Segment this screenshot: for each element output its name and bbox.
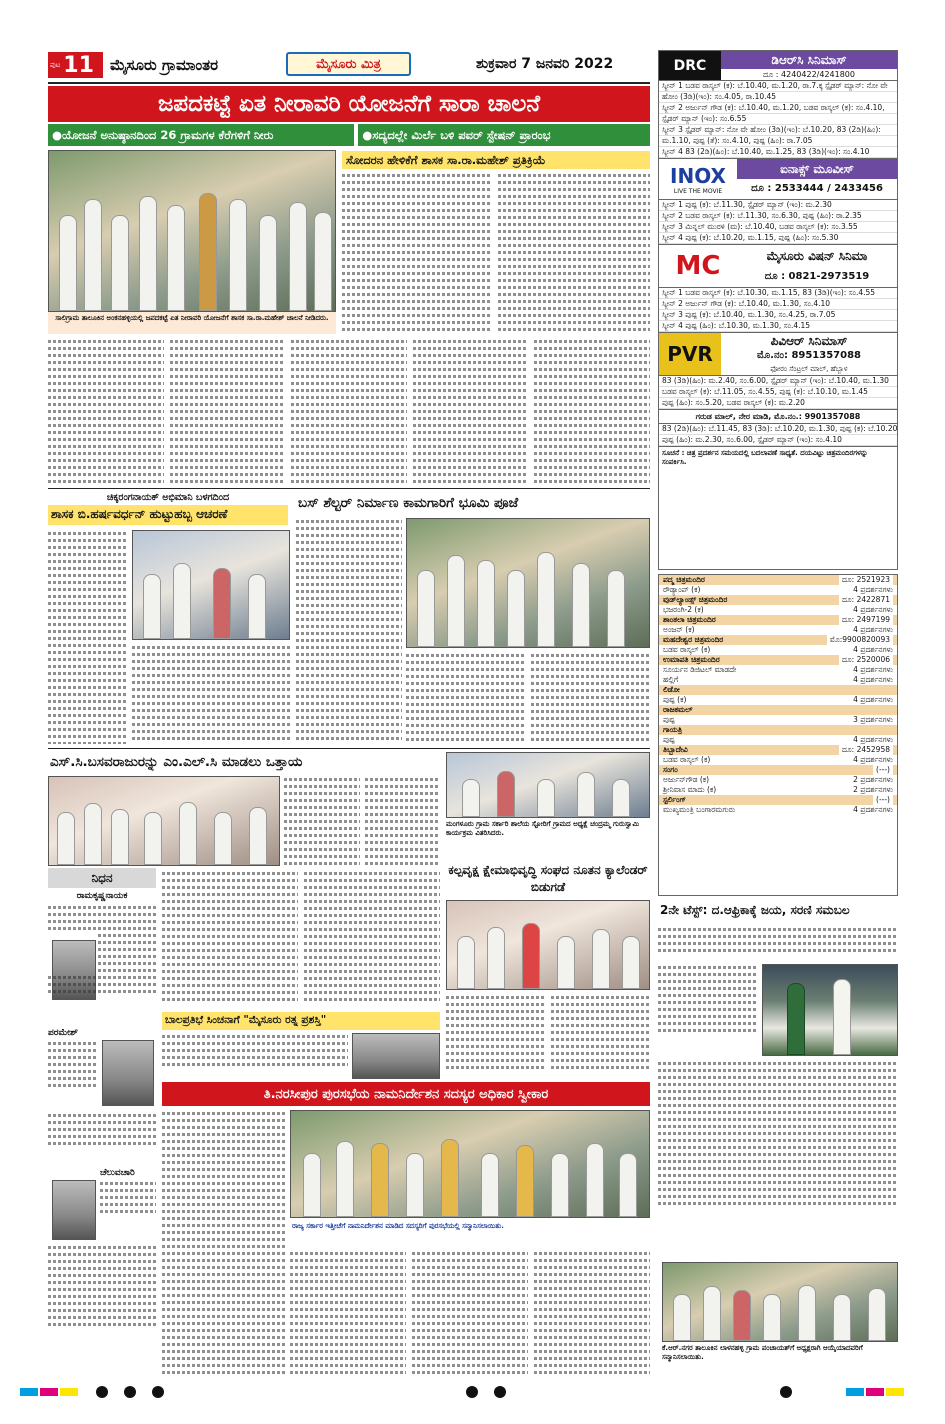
harsha-kicker: ಚಿಕ್ಕರಂಗನಾಯಕ್ ಅಭಿಮಾನಿ ಬಳಗದಿಂದ <box>106 492 230 503</box>
theatre-header <box>659 575 897 585</box>
theatre-film-row <box>659 675 897 685</box>
color-bar-cyan <box>846 1388 864 1396</box>
bus-shelter-text <box>296 518 402 744</box>
mvc-phone: ದೂ : 0821-2973519 <box>764 271 870 282</box>
theatre-name: ಉಮಾಪತಿ ಚಿತ್ರಮಂದಿರ <box>663 655 720 664</box>
drc-rows <box>659 81 897 158</box>
film-title: ರೌಡ್ಯಾಂಪ್ (ಕ) <box>663 585 701 594</box>
side-story-text-2 <box>498 172 650 332</box>
film-title: ಪುಷ್ಪ (ಕ) <box>663 695 687 704</box>
pvr-header <box>659 332 897 376</box>
cricket-photo <box>762 964 898 1056</box>
theatre-film-row <box>659 695 897 705</box>
show-count: 4 ಪ್ರದರ್ಶನಗಳು <box>853 605 893 614</box>
color-bar-magenta <box>866 1388 884 1396</box>
showtime-row: ಮ.1.10, ಪುಷ್ಪ (ತೆ): ಸಂ.4.10, ಪುಷ್ಪ (ಹಿಂ): ರಾ.7.05 <box>659 136 897 147</box>
lead-bullet-2: ●ಸದ್ಯದಲ್ಲೇ ಮಿರ್ಲೆ ಬಳಿ ಪವರ್ ಸ್ಟೇಷನ್ ಪ್ರಾರಂಭ <box>358 124 650 146</box>
calendar-text <box>446 994 650 1078</box>
obit-2-photo <box>102 1040 154 1106</box>
theatre-name: ವುಡ್‌ಲ್ಯಾಂಡ್ಸ್ ಚಿತ್ರಮಂದಿರ <box>663 595 728 604</box>
color-bar-cyan <box>20 1388 38 1396</box>
film-title: ಬಡವ ರಾಸ್ಕಲ್ (ಕ) <box>663 755 711 764</box>
showtime-row: ಸ್ಕ್ರೀನ್ 4 ಪುಷ್ಪ (ಹಿಂ): ಬೆ.10.30, ಮ.1.30, ಸಂ.4.15 <box>659 321 897 332</box>
theatre-film-row <box>659 605 897 615</box>
narasipura-text <box>162 1110 286 1380</box>
lead-photo <box>48 150 336 312</box>
theatre-header <box>659 765 897 775</box>
lead-headline: ಜಪದಕಟ್ಟೆ ಏತ ನೀರಾವರಿ ಯೋಜನೆಗೆ ಸಾರಾ ಚಾಲನೆ <box>157 91 541 117</box>
obit-2-name: ಪರಮೇಶ್ <box>48 1028 78 1038</box>
showtime-row: ಸ್ಕ್ರೀನ್ 3 ಮಿನ್ನಲ್ ಮುರಳಿ (ಮ): ಬೆ.10.40, ಬಡವ ರಾಸ್ಕಲ್ (ಕ): ಸಂ.3.55 <box>659 222 897 233</box>
showtime-row: ಸ್ಕ್ರೀನ್ 3 ಸ್ಪೈಡರ್ ಮ್ಯಾನ್: ನೋ ವೇ ಹೋಂ (3ಡಿ)(ಇಂ): ಬೆ.10.20, 83 (2ಡಿ)(ಹಿಂ): <box>659 125 897 136</box>
color-bar-yellow <box>60 1388 78 1396</box>
show-count: 4 ಪ್ರದರ್ಶನಗಳು <box>853 585 893 594</box>
pvr-logo: PVR <box>659 333 721 375</box>
showtime-row: ಪುಷ್ಪ (ಹಿಂ): ಮ.2.30, ಸಂ.6.00, ಸ್ಪೈಡರ್ ಮ್ಯಾನ್ (ಇಂ): ಸಂ.4.10 <box>659 435 897 446</box>
theatre-listings <box>658 574 898 896</box>
harsha-text <box>48 530 128 744</box>
film-title: ಸೂರ್ಯನ ಡಿಜಿಟಲ್ ಮಾಡದೇ <box>663 665 737 674</box>
show-count: 4 ಪ್ರದರ್ಶನಗಳು <box>853 755 893 764</box>
inox-header <box>659 158 897 200</box>
registration-mark <box>152 1386 164 1398</box>
showtime-row: ಪುಷ್ಪ (ಹಿಂ): ಸಂ.5.20, ಬಡವ ರಾಸ್ಕಲ್ (ಕ): ಮ.2.20 <box>659 398 897 409</box>
masthead-rule <box>48 82 650 84</box>
side-headline: ಸೋದರನ ಹೇಳಿಕೆಗೆ ಶಾಸಕ ಸಾ.ರಾ.ಮಹೇಶ್ ಪ್ರತಿಕ್ರಿಯೆ <box>342 151 650 169</box>
showtime-row: ಸ್ಕ್ರೀನ್ 2 ಅರ್ಜುನ್ ಗೌಡ (ಕ): ಬೆ.10.40, ಮ.1.20, ಬಡವ ರಾಸ್ಕಲ್ (ಕ): ಸಂ.4.10, <box>659 103 897 114</box>
obit-2-text-2 <box>48 1112 156 1166</box>
theatre-film-row <box>659 755 897 765</box>
showtime-row: ಸ್ಕ್ರೀನ್ 4 ಪುಷ್ಪ (ಕ): ಬೆ.10.20, ಮ.1.15, ಪುಷ್ಪ (ಹಿಂ): ಸಂ.5.30 <box>659 233 897 244</box>
theatre-name: ಪದ್ಮ ಚಿತ್ರಮಂದಿರ <box>663 575 705 584</box>
film-title: ಬಡವ ರಾಸ್ಕಲ್ (ಕ) <box>663 645 711 654</box>
page-number-badge <box>48 52 103 78</box>
show-count: 2 ಪ್ರದರ್ಶನಗಳು <box>853 775 893 784</box>
obituary-title: ನಿಧನ <box>48 868 156 888</box>
registration-mark <box>96 1386 108 1398</box>
showtime-row: ಸ್ಕ್ರೀನ್ 3 ಪುಷ್ಪ (ಕ): ಬೆ.10.40, ಮ.1.30, ಸಂ.4.25, ರಾ.7.05 <box>659 310 897 321</box>
show-count: 4 ಪ್ರದರ್ಶನಗಳು <box>853 665 893 674</box>
showtime-row: ಹೋಂ (3ಡಿ)(ಇಂ): ಸಂ.4.05, ರಾ.10.45 <box>659 92 897 103</box>
theatre-phone: ದೂ: 2520006 <box>839 655 893 665</box>
cricket-text-2 <box>658 964 758 1056</box>
narasipura-banner <box>162 1082 650 1106</box>
theatre-film-row <box>659 625 897 635</box>
narasipura-photo <box>290 1110 650 1218</box>
theatre-name: ಮಹದೇಶ್ವರ ಚಿತ್ರಮಂದಿರ <box>663 635 724 644</box>
panchayat-photo <box>662 1262 898 1342</box>
theatre-film-row <box>659 735 897 745</box>
theatre-name: ಲಿಡೋ <box>663 685 680 694</box>
show-count: 2 ಪ್ರದರ್ಶನಗಳು <box>853 785 893 794</box>
obit-3-name: ಚೆಲುವಚಾರಿ <box>100 1168 135 1178</box>
masthead <box>48 50 648 80</box>
calendar-photo <box>446 900 650 990</box>
lead-bullet-1: ●ಯೋಜನೆ ಅನುಷ್ಠಾನದಿಂದ 26 ಗ್ರಾಮಗಳ ಕೆರೆಗಳಿಗೆ ನೀರು <box>48 124 354 146</box>
drc-phone: ದೂ : 4240422/4241800 <box>762 70 855 79</box>
obit-2-text <box>48 1040 98 1114</box>
basavaraj-text <box>284 776 440 866</box>
bus-shelter-text-2 <box>406 652 650 744</box>
page-label: ಪುಟ <box>50 60 61 69</box>
pvr-rows <box>659 376 897 409</box>
color-bar-magenta <box>40 1388 58 1396</box>
school-photo <box>446 752 650 818</box>
mvc-header <box>659 244 897 288</box>
school-photo-caption: ಮಂಗಳೂರು ಗ್ರಾಮ ಸರ್ಕಾರಿ ಶಾಲೆಯ ಸ್ಟೋರಿಗೆ ಗ್ರಾಮದ ಅಧ್ಯಕ್ಷೆ ಚಂದ್ರಮ್ಮ ಗುರುಸ್ವಾಮಿ ಕಾರ್ಯಕ್ರಮ ವಿತರಿಸಿದರು. <box>446 820 640 837</box>
inox-logo: INOX LIVE THE MOVIE <box>670 163 726 195</box>
theatre-header <box>659 725 897 735</box>
issue-date: ಶುಕ್ರವಾರ 7 ಜನವರಿ 2022 <box>476 56 614 72</box>
theatre-film-row <box>659 785 897 795</box>
inox-tagline: LIVE THE MOVIE <box>673 187 723 195</box>
theatre-name: ಸ್ಟರ್ಲಿಂಗ್ <box>663 795 686 804</box>
showtime-row: ಸ್ಕ್ರೀನ್ 2 ಅರ್ಜುನ್ ಗೌಡ (ಕ): ಬೆ.10.40, ಮ.1.30, ಸಂ.4.10 <box>659 299 897 310</box>
mvc-rows <box>659 288 897 332</box>
side-story-text <box>342 172 492 332</box>
cricket-headline: 2ನೇ ಟೆಸ್ಟ್: ದ.ಆಫ್ರಿಕಾಕ್ಕೆ ಜಯ, ಸರಣಿ ಸಮಬಲ <box>660 903 850 917</box>
mvc-title: ಮೈಸೂರು ವಿಷನ್ ಸಿನಿಮಾ <box>766 249 868 263</box>
basavaraj-photo <box>48 776 280 866</box>
showtime-row: ಸ್ಕ್ರೀನ್ 2 ಬಡವ ರಾಸ್ಕಲ್ (ಕ): ಬೆ.11.30, ಸಂ.6.30, ಪುಷ್ಪ (ಹಿಂ): ರಾ.2.35 <box>659 211 897 222</box>
harsha-text-2 <box>132 644 290 744</box>
theatre-phone: ಮೊ:9900820093 <box>827 635 893 645</box>
theatre-film-row <box>659 665 897 675</box>
panchayat-caption: ಕೆ.ಆರ್.ನಗರ ತಾಲೂಕಿನ ಲಾಳನಹಳ್ಳಿ ಗ್ರಾಮ ಪಂಚಾಯತ್‌ಗೆ ಅಧ್ಯಕ್ಷರಾಗಿ ಆಯ್ಕೆಯಾದವರಿಗೆ ಸನ್ಮಾನಿಸಲಾಯಿತು. <box>662 1344 863 1361</box>
pvr-phone: ಮೊ.ನಂ: 8951357088 <box>756 350 862 361</box>
theatre-film-row <box>659 805 897 815</box>
showtime-row: ಸ್ಕ್ರೀನ್ 1 ಬಡವ ರಾಸ್ಕಲ್ (ಕ): ಬೆ.10.40, ಮ.1.20, ರಾ.7.ಕ್ಕ ಸ್ಪೈಡರ್ ಮ್ಯಾನ್: ನೋ ವೇ <box>659 81 897 92</box>
theatre-film-row <box>659 645 897 655</box>
showtime-row: ಸ್ಪೈಡರ್ ಮ್ಯಾನ್ (ಇಂ): ಸಂ.6.55 <box>659 114 897 125</box>
registration-mark <box>466 1386 478 1398</box>
theatre-header <box>659 685 897 695</box>
drc-title: ಡಿಆರ್‌ಸಿ ಸಿನಿಮಾಸ್ <box>721 51 897 69</box>
balpratibhe-photo <box>352 1033 440 1079</box>
film-title: ಮುಖ್ಯಮಂತ್ರಿ ಬಂಗಾರಮಗುರು <box>663 805 736 814</box>
showtime-row: 83 (2ಡಿ)(ಹಿಂ): ಬೆ.11.45, 83 (3ಡಿ): ಬೆ.10.20, ಮ.1.30, ಪುಷ್ಪ (ಕ): ಬೆ.10.20 <box>659 424 897 435</box>
film-title: ಪುಷ್ಪ <box>663 735 675 744</box>
bus-shelter-photo <box>406 518 650 648</box>
theatre-header <box>659 615 897 625</box>
pvr-location: ಫೋರಂ ಸೆಂಟ್ರಲ್ ಮಾಲ್, ಹೆಬ್ಬಾಳ <box>770 365 848 373</box>
show-count: 4 ಪ್ರದರ್ಶನಗಳು <box>853 675 893 684</box>
paper-name: ಮೈಸೂರು ಮಿತ್ರ <box>316 56 381 72</box>
show-count: 4 ಪ್ರದರ್ಶನಗಳು <box>853 695 893 704</box>
show-count: 3 ಪ್ರದರ್ಶನಗಳು <box>853 715 893 724</box>
basavaraj-text-2 <box>162 870 440 1010</box>
theatre-phone: (---) <box>873 765 893 775</box>
film-title: ಹಲ್ಲಿಗೆ <box>663 675 679 684</box>
mvc-logo: MC <box>675 251 721 281</box>
paper-logo <box>286 52 411 76</box>
obit-3-text-2 <box>48 1244 156 1376</box>
show-count: 4 ಪ್ರದರ್ಶನಗಳು <box>853 805 893 814</box>
showtime-row: 83 (3ಡಿ)(ಹಿಂ): ಮ.2.40, ಸಂ.6.00, ಸ್ಪೈಡರ್ ಮ್ಯಾನ್ (ಇಂ): ಬೆ.10.40, ಮ.1.30 <box>659 376 897 387</box>
film-title: ಅರ್ಜುನ್‌ಗೌಡ (ಕ) <box>663 775 710 784</box>
registration-mark <box>494 1386 506 1398</box>
theatre-phone: ದೂ: 2497199 <box>839 615 893 625</box>
theatre-header <box>659 635 897 645</box>
theatre-name: ಶಾಂತಲಾ ಚಿತ್ರಮಂದಿರ <box>663 615 716 624</box>
cinema-listings <box>658 50 898 570</box>
drc-logo: DRC <box>659 51 721 80</box>
balpratibhe-headline: ಬಾಲಪ್ರತಿಭೆ ಸಿಂಚನಾಗೆ "ಮೈಸೂರು ರತ್ನ ಪ್ರಶಸ್ತಿ" <box>162 1012 440 1030</box>
drc-header <box>659 51 897 81</box>
lead-story-text <box>48 338 650 486</box>
theatre-header <box>659 655 897 665</box>
cinema-notice: ಸೂಚನೆ : ಚಿತ್ರ ಪ್ರದರ್ಶನ ಸಮಯದಲ್ಲಿ ಬದಲಾವಣೆ ಸಾಧ್ಯತೆ. ದಯವಿಟ್ಟು ಚಿತ್ರಮಂದಿರಗಳನ್ನು ಸಂಪರ್ಕಿಸಿ. <box>659 446 897 469</box>
basavaraj-headline: ಎಸ್.ಸಿ.ಬಸವರಾಜುರನ್ನು ಎಂ.ಎಲ್.ಸಿ ಮಾಡಲು ಒತ್ತಾಯ <box>50 754 303 770</box>
obit-3-photo <box>52 1180 96 1240</box>
theatre-name: ಗಾಯತ್ರಿ <box>663 725 683 734</box>
theatre-film-row <box>659 715 897 725</box>
narasipura-text-2 <box>290 1250 650 1378</box>
showtime-row: ಸ್ಕ್ರೀನ್ 1 ಪುಷ್ಪ (ಕ): ಬೆ.11.30, ಸ್ಪೈಡರ್ ಮ್ಯಾನ್ (ಇಂ): ಮ.2.30 <box>659 200 897 211</box>
inox-title: ಐನಾಕ್ಸ್ ಮೂವೀಸ್ <box>737 159 897 179</box>
theatre-name: ಸಂಗಂ <box>663 765 678 774</box>
inox-rows <box>659 200 897 244</box>
registration-mark <box>124 1386 136 1398</box>
show-count: 4 ಪ್ರದರ್ಶನಗಳು <box>853 735 893 744</box>
film-title: ಪುಷ್ಪ <box>663 715 675 724</box>
lead-photo-caption: ಸಾಲಿಗ್ರಾಮ ತಾಲೂಕಿನ ಅಂಕನಹಳ್ಳಿಯಲ್ಲಿ ಜಪದಕಟ್ಟೆ ಏತ ನೀರಾವರಿ ಯೋಜನೆಗೆ ಶಾಸಕ ಸಾ.ರಾ.ಮಹೇಶ್ ಚಾಲನೆ ನೀಡಿದರು. <box>48 312 336 334</box>
theatre-header <box>659 595 897 605</box>
harsha-headline: ಶಾಸಕ ಬಿ.ಹರ್ಷವರ್ಧನ್ ಹುಟ್ಟುಹಬ್ಬ ಆಚರಣೆ <box>48 505 288 525</box>
lead-headline-banner <box>48 86 650 122</box>
obit-1-name: ರಾಮಕೃಷ್ಣನಾಯಕ <box>76 891 128 901</box>
divider-2 <box>48 748 650 749</box>
pvr-title: ಪಿವಿಆರ್ ಸಿನಿಮಾಸ್ <box>770 334 848 348</box>
bus-shelter-headline: ಬಸ್ ಶೆಲ್ಟರ್ ನಿರ್ಮಾಣ ಕಾಮಗಾರಿಗೆ ಭೂಮಿ ಪೂಜೆ <box>298 495 519 511</box>
film-title: ಶ್ರೀನಿವಾಸ ಮಾದು (ಕ) <box>663 785 717 794</box>
cricket-text <box>658 926 898 962</box>
theatre-name: ತಿಬ್ಬಾದೇವಿ <box>663 745 688 754</box>
cricket-text-3 <box>658 1060 898 1260</box>
showtime-row: ಬಡವ ರಾಸ್ಕಲ್ (ಕ): ಬೆ.11.05, ಸಂ.4.55, ಪುಷ್ಪ (ಕ): ಬೆ.10.10, ಮ.1.45 <box>659 387 897 398</box>
film-title: ಭಜರಂಗಿ-2 (ಕ) <box>663 605 704 614</box>
registration-mark <box>780 1386 792 1398</box>
theatre-phone: ದೂ: 2422871 <box>839 595 893 605</box>
theatre-phone: ದೂ: 2521923 <box>839 575 893 585</box>
lead-bullets <box>48 124 650 146</box>
obit-1-text <box>48 904 156 1024</box>
obit-3-text <box>100 1180 156 1240</box>
theatre-name: ರಾಜಕಮಲ್ <box>663 705 693 714</box>
garuda-rows <box>659 424 897 446</box>
inox-phone: ದೂ : 2533444 / 2433456 <box>751 183 883 194</box>
showtime-row: ಸ್ಕ್ರೀನ್ 1 ಬಡವ ರಾಸ್ಕಲ್ (ಕ): ಬೆ.10.30, ಮ.1.15, 83 (3ಡಿ)(ಇಂ): ಸಂ.4.55 <box>659 288 897 299</box>
narasipura-headline: ತಿ.ನರಸೀಪುರ ಪುರಸಭೆಯ ನಾಮನಿರ್ದೇಶನ ಸದಸ್ಯರ ಅಧಿಕಾರ ಸ್ವೀಕಾರ <box>263 1086 549 1102</box>
theatre-phone: ದೂ: 2452958 <box>839 745 893 755</box>
theatre-phone: (---) <box>873 795 893 805</box>
film-title: ಅಂಜನ್ (ಕ) <box>663 625 695 634</box>
show-count: 4 ಪ್ರದರ್ಶನಗಳು <box>853 625 893 634</box>
harsha-photo <box>132 530 290 640</box>
show-count: 4 ಪ್ರದರ್ಶನಗಳು <box>853 645 893 654</box>
color-bar-yellow <box>886 1388 904 1396</box>
theatre-film-row <box>659 585 897 595</box>
theatre-header <box>659 795 897 805</box>
section-name: ಮೈಸೂರು ಗ್ರಾಮಾಂತರ <box>110 56 219 74</box>
theatre-header <box>659 705 897 715</box>
showtime-row: ಸ್ಕ್ರೀನ್ 4 83 (2ಡಿ)(ಹಿಂ): ಬೆ.10.40, ಮ.1.25, 83 (3ಡಿ)(ಇಂ): ಸಂ.4.10 <box>659 147 897 158</box>
balpratibhe-text <box>162 1033 348 1079</box>
divider-1 <box>48 488 650 489</box>
calendar-headline: ಕಲ್ಪವೃಕ್ಷ ಕ್ಷೇಮಾಭಿವೃದ್ಧಿ ಸಂಘದ ನೂತನ ಕ್ಯಾಲೆಂಡರ್ ಬಿಡುಗಡೆ <box>448 863 648 894</box>
theatre-header <box>659 745 897 755</box>
garuda-title: ಗರುಡ ಮಾಲ್, ನೇರ ಮಾಡಿ, ಮೊ.ನಂ.: 9901357088 <box>659 409 897 424</box>
narasipura-caption: ರಾಜ್ಯ ಸರ್ಕಾರ ಇತ್ತೀಚೆಗೆ ನಾಮನಿರ್ದೇಶನ ಮಾಡಿದ ಸದಸ್ಯರಿಗೆ ಪುರಸಭೆಯಲ್ಲಿ ಸನ್ಮಾನಿಸಲಾಯಿತು. <box>292 1222 504 1230</box>
page-number: 11 <box>63 52 94 78</box>
theatre-film-row <box>659 775 897 785</box>
